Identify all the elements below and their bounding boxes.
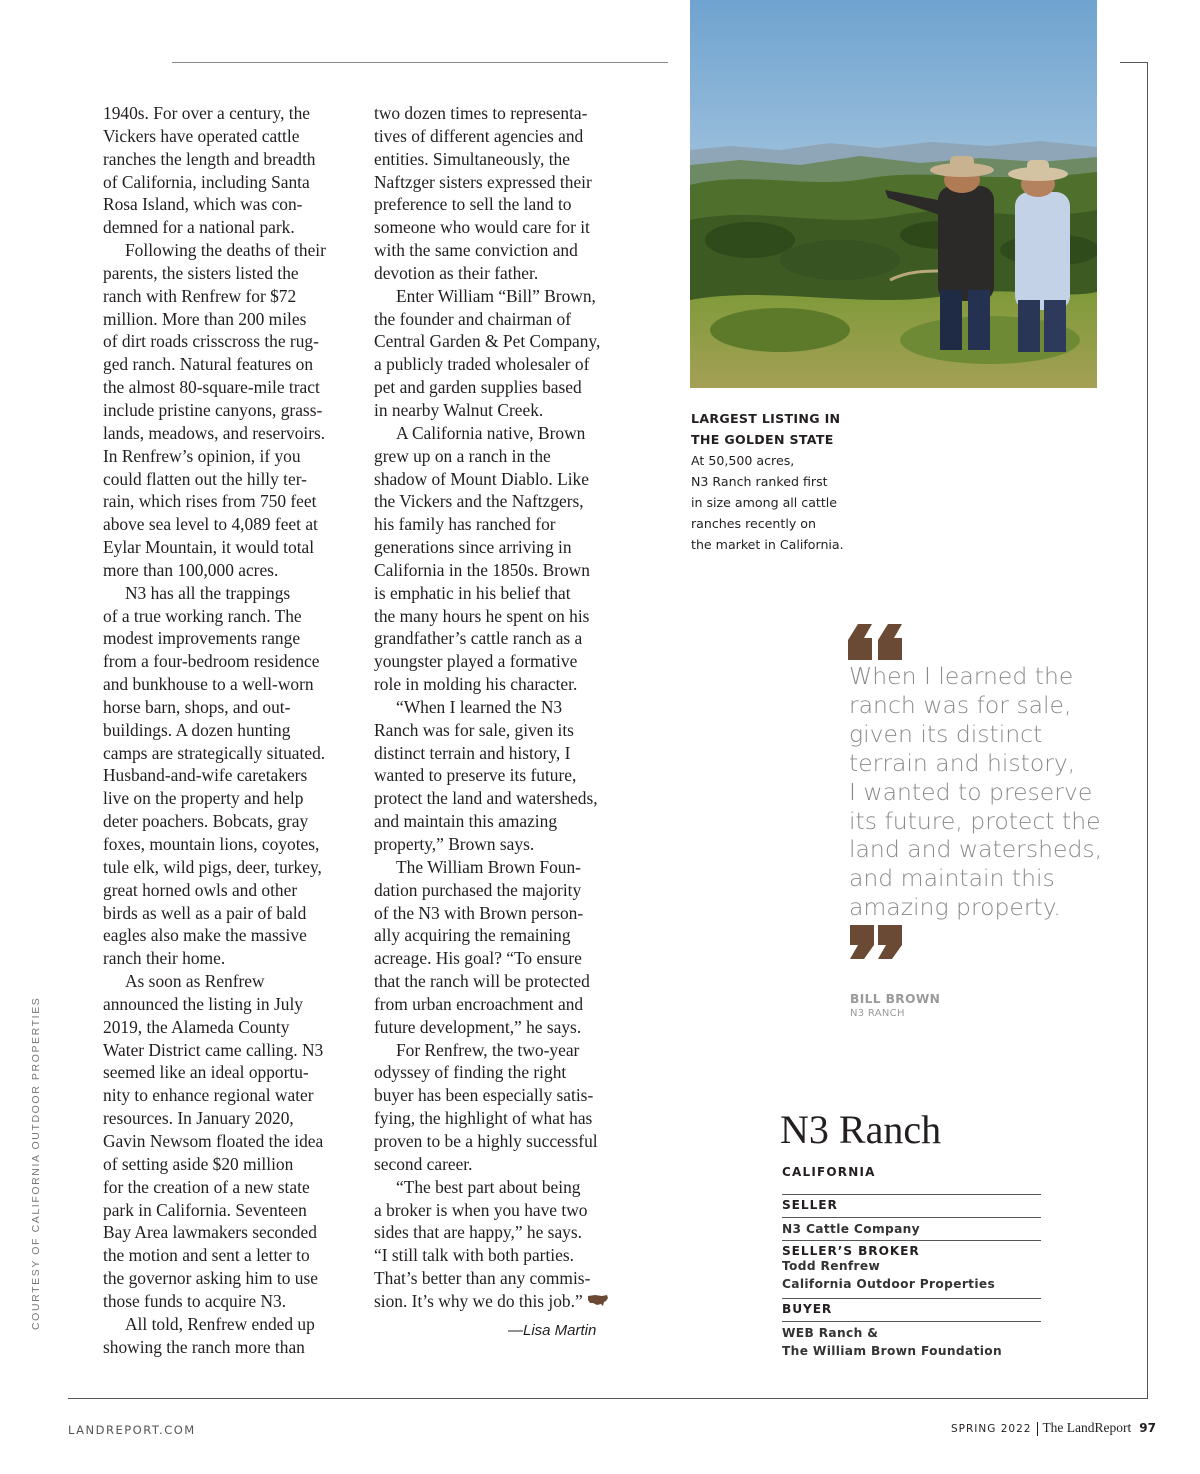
- caption-body-line: the market in California.: [691, 537, 844, 552]
- body-text-line: protect the land and watersheds,: [374, 788, 598, 809]
- body-text-line: demned for a national park.: [103, 217, 295, 238]
- body-text-line: N3 has all the trappings: [125, 582, 291, 603]
- body-text-line: of setting aside $20 million: [103, 1153, 294, 1174]
- body-text-line: Enter William “Bill” Brown,: [396, 285, 596, 306]
- byline: —Lisa Martin: [508, 1322, 597, 1339]
- fact-divider: [782, 1321, 1041, 1322]
- caption-body-line: N3 Ranch ranked first: [691, 474, 828, 489]
- ranch-photo: [690, 0, 1097, 388]
- body-text-line: for the creation of a new state: [103, 1176, 310, 1197]
- fact-seller-value: [782, 1221, 1041, 1239]
- broker-label: SELLER’S BROKER: [782, 1244, 920, 1258]
- body-text-line: great horned owls and other: [103, 879, 298, 900]
- body-text-line: shadow of Mount Diablo. Like: [374, 468, 589, 489]
- body-text-line: Following the deaths of their: [125, 240, 326, 261]
- body-text-line: acreage. His goal? “To ensure: [374, 948, 582, 969]
- caption-body-line: in size among all cattle: [691, 495, 838, 510]
- body-text-line: tule elk, wild pigs, deer, turkey,: [103, 856, 322, 877]
- body-text-line: birds as well as a pair of bald: [103, 902, 307, 923]
- body-text-line: include pristine canyons, grass-: [103, 399, 323, 420]
- body-text-line: As soon as Renfrew: [125, 971, 265, 992]
- footer-season: SPRING 2022: [950, 1423, 1032, 1435]
- caption-body-line: At 50,500 acres,: [691, 453, 795, 468]
- end-mark-us-map-icon: [587, 1294, 609, 1307]
- body-text-line: 1940s. For over a century, the: [103, 103, 311, 123]
- body-text-line: deter poachers. Bobcats, gray: [103, 811, 309, 832]
- body-text-line: ged ranch. Natural features on: [103, 354, 314, 375]
- body-text-line: the almost 80-square-mile tract: [103, 377, 320, 398]
- photo-caption: [691, 408, 891, 555]
- body-text-line: live on the property and help: [103, 788, 304, 809]
- fact-divider: [782, 1194, 1041, 1195]
- body-text-line: with the same conviction and: [374, 240, 578, 261]
- body-text-line: a broker is when you have two: [374, 1199, 588, 1220]
- body-text-line: sion. It’s why we do this job.”: [374, 1290, 628, 1313]
- body-text-line: lands, meadows, and reservoirs.: [103, 422, 326, 443]
- body-text-line: Rosa Island, which was con-: [103, 194, 303, 215]
- body-text-line: of California, including Santa: [103, 171, 310, 192]
- body-text-line: the governor asking him to use: [103, 1268, 318, 1289]
- body-text-line: “I still talk with both parties.: [374, 1245, 574, 1266]
- body-text-line: rain, which rises from 750 feet: [103, 491, 317, 512]
- fact-broker: [782, 1244, 1041, 1293]
- open-quote-icon: [848, 624, 902, 660]
- fact-box-state: CALIFORNIA: [782, 1165, 876, 1179]
- body-text-line: million. More than 200 miles: [103, 308, 307, 329]
- body-text-line: odyssey of finding the right: [374, 1062, 567, 1083]
- buyer-value-line: The William Brown Foundation: [782, 1343, 1003, 1358]
- body-text-line: announced the listing in July: [103, 993, 303, 1014]
- top-rule: [172, 62, 668, 63]
- close-quote-icon: [850, 925, 902, 959]
- body-text-line: resources. In January 2020,: [103, 1108, 294, 1129]
- fact-divider: [782, 1217, 1041, 1218]
- body-text-line: seemed like an ideal opportu-: [103, 1062, 309, 1083]
- ranch-landscape-image: [690, 0, 1097, 388]
- body-text-line: property,” Brown says.: [374, 834, 535, 854]
- body-text-line: pet and garden supplies based: [374, 377, 582, 398]
- body-text-line: wanted to preserve its future,: [374, 765, 577, 786]
- body-text-line: the many hours he spent on his: [374, 605, 590, 626]
- frame-corner-rule: [1120, 62, 1148, 63]
- body-text-line: preference to sell the land to: [374, 194, 572, 215]
- body-text-line: role in molding his character.: [374, 674, 578, 695]
- seller-label: SELLER: [782, 1198, 838, 1212]
- body-text-line: “When I learned the N3: [396, 696, 563, 717]
- body-text-line: grandfather’s cattle ranch as a: [374, 628, 583, 649]
- body-text-line: devotion as their father.: [374, 262, 539, 283]
- buyer-value-line: WEB Ranch &: [782, 1326, 879, 1340]
- body-text-line: “The best part about being: [396, 1176, 581, 1197]
- body-text-line: more than 100,000 acres.: [103, 559, 279, 580]
- body-text-line: ranch with Renfrew for $72: [103, 285, 297, 306]
- buyer-label: BUYER: [782, 1302, 833, 1316]
- body-text-line: ally acquiring the remaining: [374, 925, 571, 946]
- body-text-line: the motion and sent a letter to: [103, 1245, 310, 1266]
- body-text-line: proven to be a highly successful: [374, 1130, 598, 1151]
- body-text-line: California in the 1850s. Brown: [374, 559, 590, 580]
- body-text-line: future development,” he says.: [374, 1016, 582, 1037]
- article-column-1: [103, 102, 353, 1358]
- body-text-line: from a four-bedroom residence: [103, 651, 320, 672]
- body-text-line: Ranch was for sale, given its: [374, 719, 574, 740]
- caption-heading: [691, 408, 891, 450]
- body-text-line: Eylar Mountain, it would total: [103, 537, 315, 558]
- body-text-line: of a true working ranch. The: [103, 605, 302, 626]
- body-text-line: modest improvements range: [103, 628, 301, 649]
- caption-body-line: ranches recently on: [691, 516, 816, 531]
- body-text-line: second career.: [374, 1153, 473, 1174]
- body-text-line: Vickers have operated cattle: [103, 125, 300, 146]
- body-text-line: distinct terrain and history, I: [374, 742, 571, 763]
- pull-quote-text: When I learned the ranch was for sale, given its distinct terrain and history, I wanted to preserve its future, protect the land and watersheds, and maintain this amazing property.: [849, 662, 1103, 922]
- body-text-line: tives of different agencies and: [374, 125, 584, 146]
- fact-seller-label: [782, 1198, 1041, 1212]
- pull-quote-attribution-name: BILL BROWN: [850, 992, 941, 1006]
- body-text-line: youngster played a formative: [374, 651, 578, 672]
- body-text-line: For Renfrew, the two-year: [396, 1039, 580, 1060]
- body-text-line: park in California. Seventeen: [103, 1199, 307, 1220]
- body-text-line: from urban encroachment and: [374, 993, 584, 1014]
- body-text-line: above sea level to 4,089 feet at: [103, 514, 318, 535]
- footer-magazine: The LandReport: [1042, 1420, 1132, 1435]
- body-text-line: Central Garden & Pet Company,: [374, 331, 601, 352]
- caption-heading-line: THE GOLDEN STATE: [691, 432, 834, 447]
- body-text-line: 2019, the Alameda County: [103, 1016, 290, 1037]
- body-text-line: eagles also make the massive: [103, 925, 307, 946]
- body-text-line: a publicly traded wholesaler of: [374, 354, 590, 375]
- body-text-line: showing the ranch more than: [103, 1336, 305, 1357]
- caption-heading-line: LARGEST LISTING IN: [691, 411, 841, 426]
- body-text-line: Water District came calling. N3: [103, 1039, 324, 1060]
- footer-site: LANDREPORT.COM: [68, 1423, 196, 1437]
- article-column-2: [374, 102, 628, 1313]
- body-text-line: buildings. A dozen hunting: [103, 719, 291, 740]
- body-text-line: ranches the length and breadth: [103, 148, 316, 169]
- body-text-line: that the ranch will be protected: [374, 971, 590, 992]
- broker-value-line: Todd Renfrew: [782, 1259, 881, 1273]
- body-text-line: two dozen times to representa-: [374, 103, 588, 123]
- body-text-line: is emphatic in his belief that: [374, 582, 571, 603]
- body-text-line: grew up on a ranch in the: [374, 445, 551, 466]
- body-text-line: The William Brown Foun-: [396, 856, 581, 877]
- body-text-line: the founder and chairman of: [374, 308, 572, 329]
- body-text-line: All told, Renfrew ended up: [125, 1313, 315, 1334]
- body-text-line: horse barn, shops, and out-: [103, 696, 291, 717]
- body-text-line: Naftzger sisters expressed their: [374, 171, 592, 192]
- fact-buyer-label: [782, 1302, 1041, 1316]
- body-text-line: his family has ranched for: [374, 514, 556, 535]
- fact-buyer-value: [782, 1325, 1041, 1360]
- fact-divider: [782, 1298, 1041, 1299]
- body-text-line: someone who would care for it: [374, 217, 590, 238]
- body-text-line: of dirt roads crisscross the rug-: [103, 331, 319, 352]
- body-text-line: That’s better than any commis-: [374, 1268, 591, 1289]
- pull-quote-attribution-org: N3 RANCH: [850, 1008, 905, 1019]
- body-text-line: dation purchased the majority: [374, 879, 582, 900]
- body-text-line: Husband-and-wife caretakers: [103, 765, 308, 786]
- body-text-line: In Renfrew’s opinion, if you: [103, 445, 301, 466]
- body-text-line: foxes, mountain lions, coyotes,: [103, 834, 320, 854]
- photo-credit: COURTESY OF CALIFORNIA OUTDOOR PROPERTIES: [30, 996, 42, 1330]
- body-text-line: and bunkhouse to a well-worn: [103, 674, 314, 695]
- fact-divider: [782, 1240, 1041, 1241]
- footer-divider: [1037, 1422, 1038, 1436]
- body-text-line: could flatten out the hilly ter-: [103, 468, 307, 489]
- body-text-line: sides that are happy,” he says.: [374, 1222, 582, 1243]
- caption-body: [691, 450, 891, 555]
- body-text-line: fying, the highlight of what has: [374, 1108, 593, 1129]
- body-text-line: parents, the sisters listed the: [103, 262, 299, 283]
- broker-value-line: California Outdoor Properties: [782, 1276, 996, 1291]
- body-text-line: those funds to acquire N3.: [103, 1290, 287, 1311]
- body-text-line: camps are strategically situated.: [103, 742, 326, 763]
- body-text-line: the Vickers and the Naftzgers,: [374, 491, 584, 512]
- frame-right-rule: [1147, 62, 1148, 1399]
- body-text-line: Gavin Newsom floated the idea: [103, 1130, 324, 1151]
- seller-value-line: N3 Cattle Company: [782, 1222, 920, 1236]
- body-text-line: generations since arriving in: [374, 537, 572, 558]
- page-number: 97: [1139, 1421, 1156, 1435]
- body-text-line: A California native, Brown: [396, 422, 586, 443]
- body-text-line: in nearby Walnut Creek.: [374, 399, 544, 420]
- fact-box-title: N3 Ranch: [780, 1107, 942, 1152]
- body-text-line: Bay Area lawmakers seconded: [103, 1222, 317, 1243]
- body-text-line: buyer has been especially satis-: [374, 1085, 594, 1106]
- body-text-line: ranch their home.: [103, 948, 226, 969]
- body-text-line: entities. Simultaneously, the: [374, 148, 570, 169]
- body-text-line: nity to enhance regional water: [103, 1085, 314, 1106]
- footer-folio: [951, 1420, 1156, 1436]
- body-text-line: of the N3 with Brown person-: [374, 902, 584, 923]
- body-text-line: and maintain this amazing: [374, 811, 558, 832]
- bottom-rule: [68, 1398, 1148, 1399]
